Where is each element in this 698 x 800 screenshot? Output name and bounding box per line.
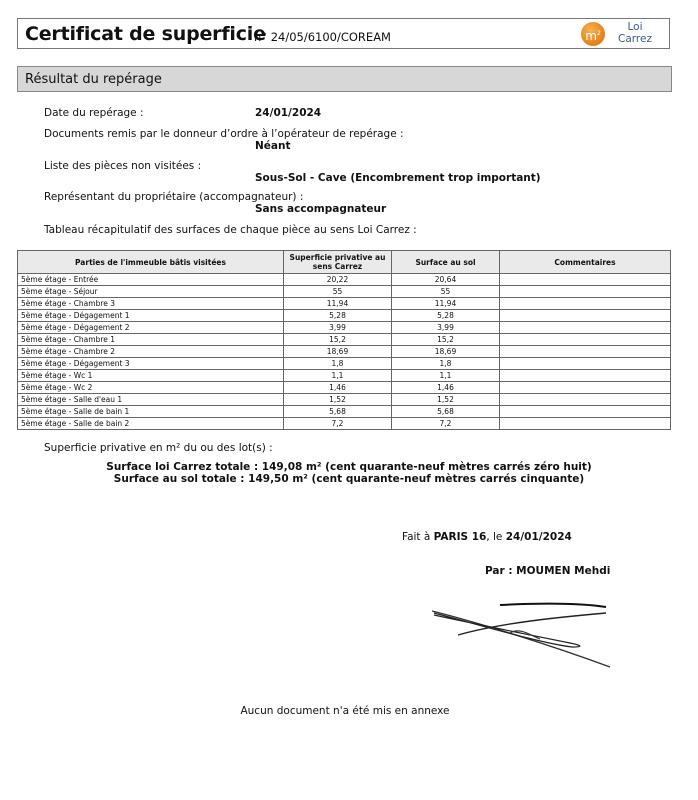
table-row bbox=[18, 346, 671, 358]
header-carrez: Superficie privative au sens Carrez bbox=[284, 251, 392, 274]
cell-carrez: 5,28 bbox=[284, 310, 392, 322]
cell-sol: 55 bbox=[392, 286, 500, 298]
cell-carrez: 20,22 bbox=[284, 274, 392, 286]
table-row bbox=[18, 358, 671, 370]
cell-sol: 1,1 bbox=[392, 370, 500, 382]
cell-piece: 5ème étage - Wc 1 bbox=[18, 370, 284, 382]
cell-carrez: 7,2 bbox=[284, 418, 392, 430]
date-value: 24/01/2024 bbox=[255, 107, 322, 119]
table-row bbox=[18, 370, 671, 382]
surface-table bbox=[17, 250, 671, 430]
header-sol: Surface au sol bbox=[392, 251, 500, 274]
cell-piece: 5ème étage - Dégagement 1 bbox=[18, 310, 284, 322]
cell-sol: 1,46 bbox=[392, 382, 500, 394]
table-row bbox=[18, 322, 671, 334]
header-commentaires: Commentaires bbox=[500, 251, 671, 274]
logo-line2: Carrez bbox=[618, 33, 652, 45]
signature-city: PARIS 16 bbox=[433, 531, 487, 543]
cell-commentaire bbox=[500, 406, 671, 418]
cell-commentaire bbox=[500, 370, 671, 382]
documents-label: Documents remis par le donneur d’ordre à l’opérateur de repérage : bbox=[44, 128, 404, 140]
certificate-header bbox=[17, 18, 670, 49]
cell-commentaire bbox=[500, 310, 671, 322]
table-row bbox=[18, 382, 671, 394]
cell-piece: 5ème étage - Wc 2 bbox=[18, 382, 284, 394]
table-row bbox=[18, 274, 671, 286]
m2-icon: $m^2$ bbox=[581, 22, 605, 46]
loi-carrez-logo bbox=[581, 21, 661, 47]
header-parties: Parties de l'immeuble bâtis visitées bbox=[18, 251, 284, 274]
sol-total: Surface au sol totale : 149,50 m² (cent quarante-neuf mètres carrés cinquante) bbox=[113, 473, 585, 485]
annex-note: Aucun document n'a été mis en annexe bbox=[240, 705, 450, 717]
signature-date: 24/01/2024 bbox=[505, 531, 572, 543]
table-body bbox=[18, 274, 671, 430]
signed-by: Par : MOUMEN Mehdi bbox=[485, 565, 611, 577]
table-row bbox=[18, 334, 671, 346]
cell-carrez: 15,2 bbox=[284, 334, 392, 346]
cell-commentaire bbox=[500, 334, 671, 346]
cell-carrez: 1,46 bbox=[284, 382, 392, 394]
non-visited-label: Liste des pièces non visitées : bbox=[44, 160, 202, 172]
cell-piece: 5ème étage - Chambre 1 bbox=[18, 334, 284, 346]
cell-sol: 15,2 bbox=[392, 334, 500, 346]
table-row bbox=[18, 310, 671, 322]
signature-image bbox=[420, 595, 630, 675]
cell-commentaire bbox=[500, 286, 671, 298]
cell-piece: 5ème étage - Entrée bbox=[18, 274, 284, 286]
representative-label: Représentant du propriétaire (accompagnateur) : bbox=[44, 191, 304, 203]
cell-sol: 5,28 bbox=[392, 310, 500, 322]
cell-sol: 20,64 bbox=[392, 274, 500, 286]
cell-commentaire bbox=[500, 382, 671, 394]
cell-piece: 5ème étage - Séjour bbox=[18, 286, 284, 298]
section-title: Résultat du repérage bbox=[25, 72, 162, 87]
cell-sol: 18,69 bbox=[392, 346, 500, 358]
table-row bbox=[18, 418, 671, 430]
cell-carrez: 55 bbox=[284, 286, 392, 298]
table-intro: Tableau récapitulatif des surfaces de chaque pièce au sens Loi Carrez : bbox=[44, 224, 417, 236]
summary-label: Superficie privative en m² du ou des lot(s) : bbox=[44, 442, 273, 454]
logo-line1: Loi bbox=[627, 21, 643, 33]
cell-piece: 5ème étage - Dégagement 2 bbox=[18, 322, 284, 334]
cell-piece: 5ème étage - Salle d'eau 1 bbox=[18, 394, 284, 406]
date-label: Date du repérage : bbox=[44, 107, 144, 119]
cell-carrez: 1,1 bbox=[284, 370, 392, 382]
cell-sol: 5,68 bbox=[392, 406, 500, 418]
cell-commentaire bbox=[500, 418, 671, 430]
cell-piece: 5ème étage - Salle de bain 2 bbox=[18, 418, 284, 430]
cell-carrez: 3,99 bbox=[284, 322, 392, 334]
table-row bbox=[18, 286, 671, 298]
cell-sol: 1,8 bbox=[392, 358, 500, 370]
cell-commentaire bbox=[500, 358, 671, 370]
cell-commentaire bbox=[500, 394, 671, 406]
cell-commentaire bbox=[500, 274, 671, 286]
fait-a-line: Fait à PARIS 16, le 24/01/2024 bbox=[402, 531, 572, 543]
table-header-row bbox=[18, 251, 671, 274]
table-row bbox=[18, 298, 671, 310]
cell-sol: 11,94 bbox=[392, 298, 500, 310]
table-row bbox=[18, 394, 671, 406]
cell-carrez: 11,94 bbox=[284, 298, 392, 310]
cell-sol: 7,2 bbox=[392, 418, 500, 430]
documents-value: Néant bbox=[255, 140, 291, 152]
cell-piece: 5ème étage - Salle de bain 1 bbox=[18, 406, 284, 418]
cell-piece: 5ème étage - Chambre 3 bbox=[18, 298, 284, 310]
cell-commentaire bbox=[500, 298, 671, 310]
section-header bbox=[17, 66, 672, 92]
cell-piece: 5ème étage - Dégagement 3 bbox=[18, 358, 284, 370]
cell-piece: 5ème étage - Chambre 2 bbox=[18, 346, 284, 358]
non-visited-value: Sous-Sol - Cave (Encombrement trop important) bbox=[255, 172, 541, 184]
cell-carrez: 1,8 bbox=[284, 358, 392, 370]
cell-carrez: 5,68 bbox=[284, 406, 392, 418]
cell-carrez: 1,52 bbox=[284, 394, 392, 406]
cell-commentaire bbox=[500, 346, 671, 358]
cell-commentaire bbox=[500, 322, 671, 334]
cell-sol: 3,99 bbox=[392, 322, 500, 334]
representative-value: Sans accompagnateur bbox=[255, 203, 387, 215]
carrez-total: Surface loi Carrez totale : 149,08 m² (cent quarante-neuf mètres carrés zéro huit) bbox=[106, 461, 592, 473]
certificate-title: Certificat de superficie bbox=[25, 23, 266, 45]
cell-carrez: 18,69 bbox=[284, 346, 392, 358]
cell-sol: 1,52 bbox=[392, 394, 500, 406]
certificate-number: n° 24/05/6100/COREAM bbox=[254, 30, 391, 44]
table-row bbox=[18, 406, 671, 418]
